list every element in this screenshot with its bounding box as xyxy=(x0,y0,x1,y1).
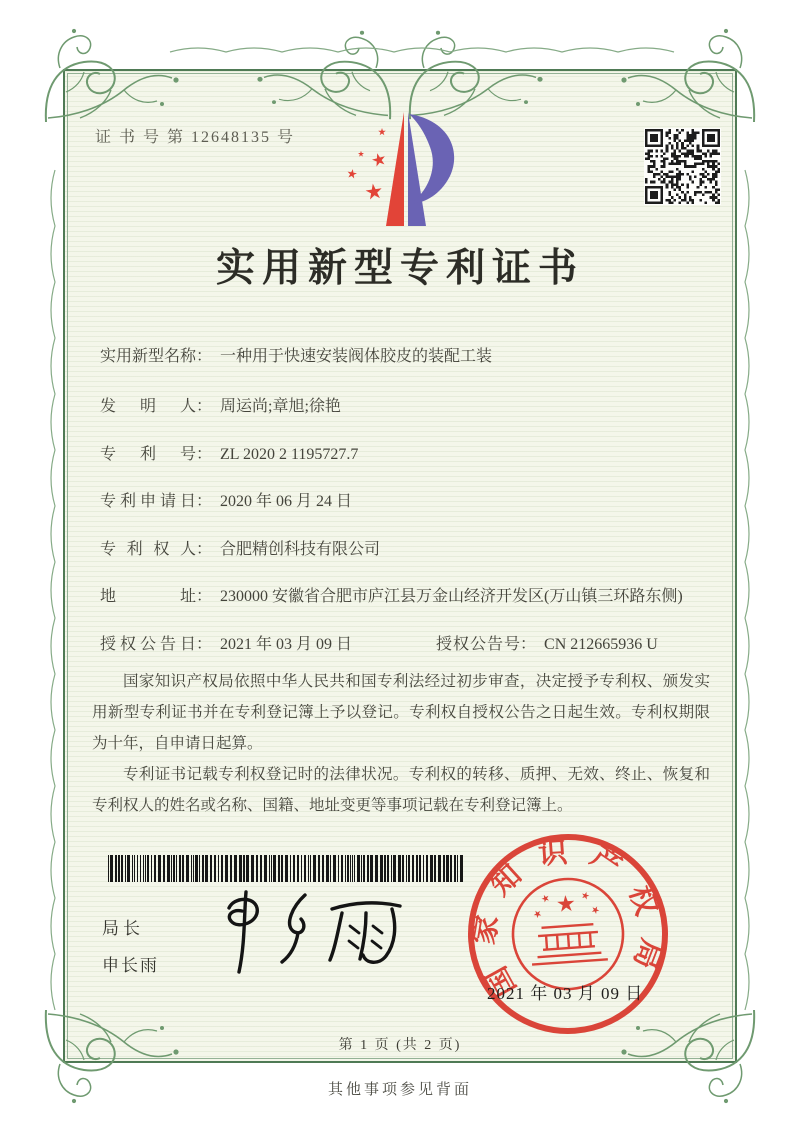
seal-national-emblem xyxy=(509,875,626,992)
issue-date: 2021 年 03 月 09 日 xyxy=(487,984,644,1003)
official-seal xyxy=(462,828,674,1040)
certificate-title: 实用新型专利证书 xyxy=(215,247,584,290)
field-value: 2021 年 03 月 09 日 xyxy=(220,636,353,653)
field-row-address xyxy=(100,583,683,610)
director-title: 局长 xyxy=(102,919,144,938)
right-vine xyxy=(745,170,749,1010)
colon: ： xyxy=(196,588,213,605)
field-label: 发明人 xyxy=(100,398,196,415)
field-row-grant xyxy=(100,631,708,658)
field-row-patentee xyxy=(100,536,380,563)
field-row-name xyxy=(100,343,492,370)
field-value: 合肥精创科技有限公司 xyxy=(220,541,381,558)
field-value: 一种用于快速安装阀体胶皮的装配工装 xyxy=(220,348,493,365)
field-label: 实用新型名称 xyxy=(100,348,197,365)
colon: ： xyxy=(196,348,213,365)
back-note: 其他事项参见背面 xyxy=(327,1082,472,1098)
field-label: 专利申请日 xyxy=(100,493,196,510)
qr-code xyxy=(644,128,721,205)
field-value: 2020 年 06 月 24 日 xyxy=(220,493,353,510)
field-value: 周运尚;章旭;徐艳 xyxy=(220,398,341,415)
grant-number-pair xyxy=(436,631,658,658)
field-label: 专利号 xyxy=(100,446,196,463)
colon: ： xyxy=(520,636,537,653)
field-row-inventor xyxy=(100,393,341,420)
field-value: 230000 安徽省合肥市庐江县万金山经济开发区(万山镇三环路东侧) xyxy=(220,588,683,605)
field-value: ZL 2020 2 1195727.7 xyxy=(220,446,359,463)
director-name: 申长雨 xyxy=(102,956,159,975)
left-vine xyxy=(51,170,55,1010)
legal-notice xyxy=(92,666,710,821)
notice-paragraph-2: 专利证书记载专利权登记时的法律状况。专利权的转移、质押、无效、终止、恢复和专利权人的姓名或名称、国籍、地址变更等事项记载在专利登记簿上。 xyxy=(92,766,710,814)
field-label: 授权公告号 xyxy=(436,636,521,653)
logo-stars xyxy=(347,128,387,200)
top-vine xyxy=(170,48,674,52)
certificate-number: 证 书 号 第 12648135 号 xyxy=(95,129,296,146)
field-row-filing-date xyxy=(100,488,352,515)
field-value: CN 212665936 U xyxy=(544,636,658,653)
colon: ： xyxy=(196,493,213,510)
colon: ： xyxy=(196,446,213,463)
logo-red-wedge xyxy=(386,112,404,226)
field-row-patent-no xyxy=(100,441,358,468)
page-indicator: 第 1 页 (共 2 页) xyxy=(338,1038,462,1053)
director-signature xyxy=(212,878,432,983)
cnipa-logo xyxy=(330,102,476,238)
field-label: 专利权人 xyxy=(100,541,196,558)
colon: ： xyxy=(196,636,213,653)
colon: ： xyxy=(196,398,213,415)
field-label: 地址 xyxy=(100,588,196,605)
seal-title: 国家知识产权局 xyxy=(468,835,668,1002)
notice-paragraph-1: 国家知识产权局依照中华人民共和国专利法经过初步审查，决定授予专利权、颁发实用新型专利证书并在专利登记簿上予以登记。专利权自授权公告之日起生效。专利权期限为十年，自申请日起算。 xyxy=(92,673,710,752)
colon: ： xyxy=(196,541,213,558)
field-label: 授权公告日 xyxy=(100,636,196,653)
